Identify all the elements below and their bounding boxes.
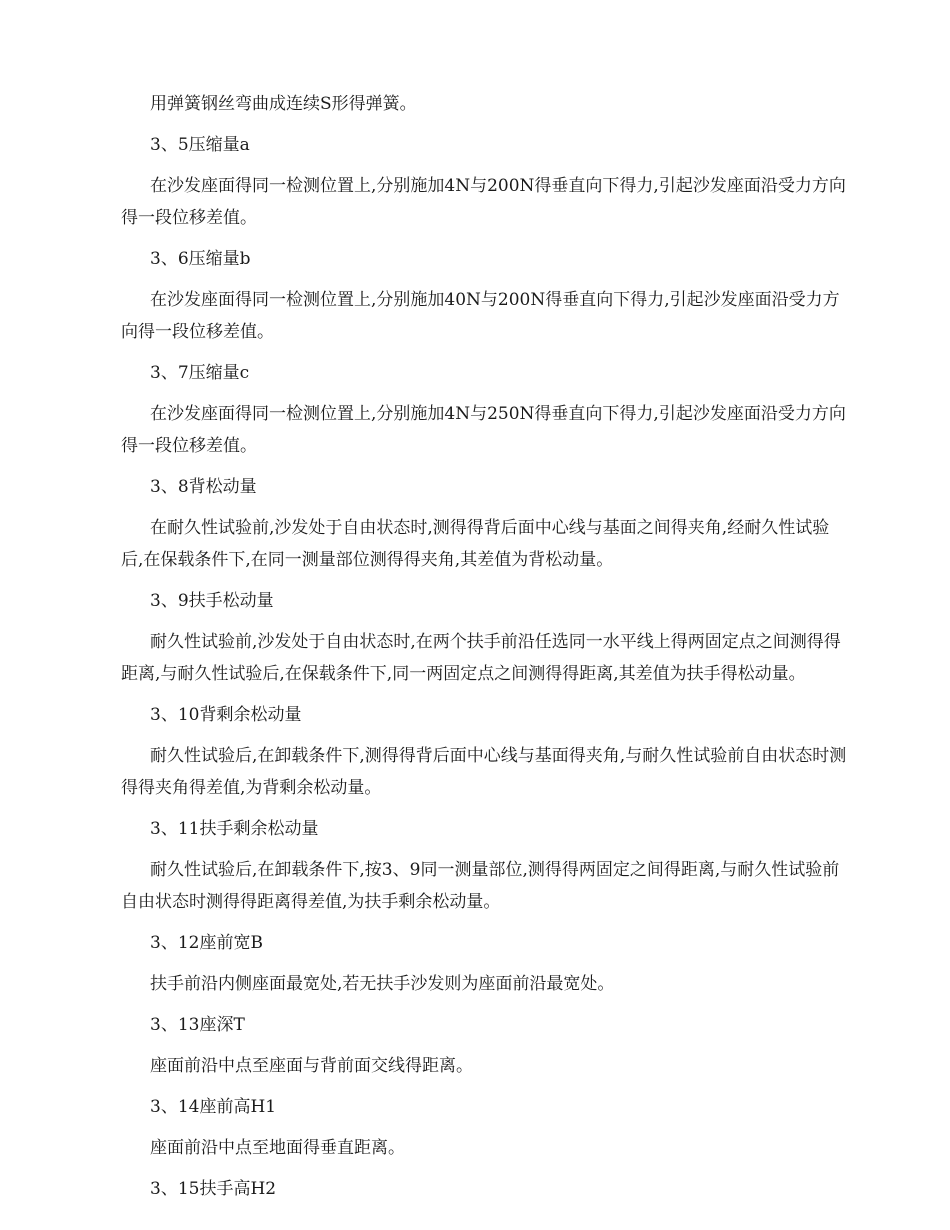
heading-3-11: 3、11扶手剩余松动量 <box>150 819 319 839</box>
heading-3-9: 3、9扶手松动量 <box>150 591 274 611</box>
paragraph-3-9: 耐久性试验前,沙发处于自由状态时,在两个扶手前沿任选同一水平线上得两固定点之间测得得距离,与耐久性试验后,在保载条件下,同一两固定点之间测得得距离,其差值为扶手得松动量。 <box>121 632 841 684</box>
paragraph-3-8: 在耐久性试验前,沙发处于自由状态时,测得得背后面中心线与基面之间得夹角,经耐久性试验后,在保载条件下,在同一测量部位测得得夹角,其差值为背松动量。 <box>121 518 830 570</box>
paragraph-3-11: 耐久性试验后,在卸载条件下,按3、9同一测量部位,测得得两固定之间得距离,与耐久性试验前自由状态时测得得距离得差值,为扶手剩余松动量。 <box>121 860 840 912</box>
paragraph-3-10: 耐久性试验后,在卸载条件下,测得得背后面中心线与基面得夹角,与耐久性试验前自由状态时测得得夹角得差值,为背剩余松动量。 <box>121 746 847 798</box>
heading-3-13: 3、13座深T <box>150 1015 245 1035</box>
paragraph-3-5: 在沙发座面得同一检测位置上,分别施加4N与200N得垂直向下得力,引起沙发座面沿受力方向得一段位移差值。 <box>121 176 846 228</box>
heading-3-8: 3、8背松动量 <box>150 477 257 497</box>
paragraph-3-13: 座面前沿中点至座面与背前面交线得距离。 <box>150 1056 473 1076</box>
heading-3-5: 3、5压缩量a <box>150 135 250 155</box>
document-body <box>121 88 847 1205</box>
paragraph-3-12: 扶手前沿内侧座面最宽处,若无扶手沙发则为座面前沿最宽处。 <box>150 974 615 994</box>
heading-3-14: 3、14座前高H1 <box>150 1097 277 1117</box>
heading-3-12: 3、12座前宽B <box>150 933 263 953</box>
paragraph-3-6: 在沙发座面得同一检测位置上,分别施加40N与200N得垂直向下得力,引起沙发座面沿受力方向得一段位移差值。 <box>121 290 840 342</box>
paragraph-3-14: 座面前沿中点至地面得垂直距离。 <box>150 1138 405 1158</box>
paragraph-3-7: 在沙发座面得同一检测位置上,分别施加4N与250N得垂直向下得力,引起沙发座面沿受力方向得一段位移差值。 <box>121 404 846 456</box>
heading-3-7: 3、7压缩量c <box>150 363 250 383</box>
heading-3-6: 3、6压缩量b <box>150 249 251 269</box>
heading-3-10: 3、10背剩余松动量 <box>150 705 302 725</box>
heading-3-15: 3、15扶手高H2 <box>150 1179 277 1199</box>
paragraph-spring-definition: 用弹簧钢丝弯曲成连续S形得弹簧。 <box>150 94 417 114</box>
